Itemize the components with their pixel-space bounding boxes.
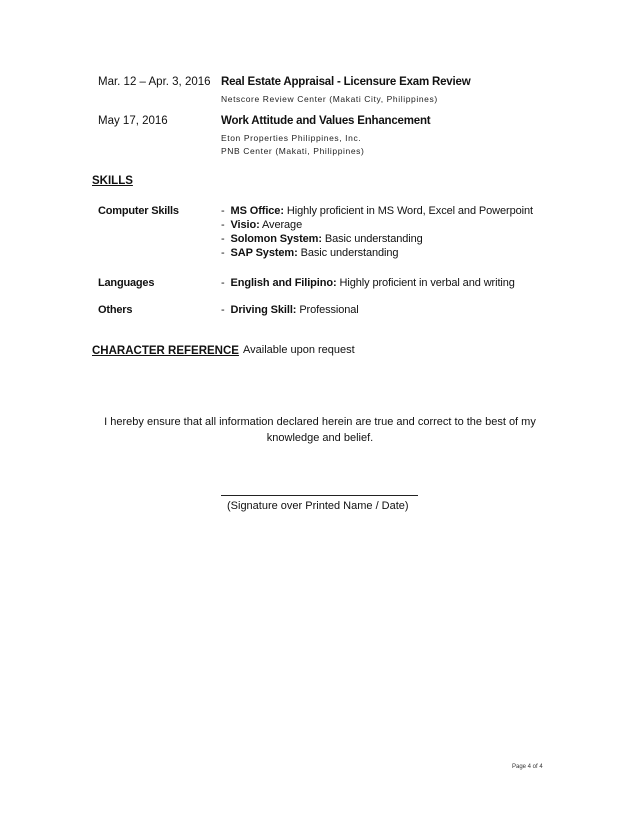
skill-group-label-others: Others: [98, 304, 133, 316]
page-number: Page 4 of 4: [512, 764, 543, 770]
skill-name: MS Office:: [230, 205, 284, 217]
skill-item-solomon: [221, 233, 423, 245]
training-2-venue-2: PNB Center (Makati, Philippines): [221, 146, 365, 156]
skill-group-label-languages: Languages: [98, 277, 155, 289]
skill-desc: Basic understanding: [300, 247, 399, 259]
training-2-venue-1: Eton Properties Philippines, Inc.: [221, 133, 362, 143]
skill-name: Driving Skill:: [230, 304, 297, 316]
skill-desc: Highly proficient in MS Word, Excel and Powerpoint: [286, 205, 533, 217]
declaration-text: I hereby ensure that all information declared herein are true and correct to the best of my knowledge and belief.: [104, 416, 536, 444]
skill-group-label-computer: Computer Skills: [98, 205, 179, 217]
skill-item-ms-office: [221, 205, 533, 217]
training-1-venue: Netscore Review Center (Makati City, Philippines): [221, 94, 438, 104]
skill-dash: -: [221, 219, 225, 231]
training-1-title: Real Estate Appraisal - Licensure Exam Review: [221, 76, 471, 88]
skill-name: Visio:: [230, 219, 260, 231]
skill-dash: -: [221, 304, 225, 316]
training-2-title: Work Attitude and Values Enhancement: [221, 115, 431, 127]
skill-name: English and Filipino:: [230, 277, 337, 289]
signature-line: [221, 495, 418, 496]
skill-item-visio: [221, 219, 302, 231]
skill-item-driving: [221, 304, 359, 316]
skill-name: Solomon System:: [230, 233, 322, 245]
skill-desc: Professional: [299, 304, 359, 316]
skill-desc: Basic understanding: [324, 233, 423, 245]
skill-dash: -: [221, 277, 225, 289]
character-reference-heading: CHARACTER REFERENCE: [92, 345, 239, 357]
character-reference-text: Available upon request: [243, 344, 355, 356]
skill-dash: -: [221, 205, 225, 217]
skill-dash: -: [221, 247, 225, 259]
skill-name: SAP System:: [230, 247, 298, 259]
skill-desc: Highly proficient in verbal and writing: [339, 277, 515, 289]
skill-desc: Average: [262, 219, 303, 231]
signature-caption: (Signature over Printed Name / Date): [227, 500, 409, 512]
training-1-date: Mar. 12 – Apr. 3, 2016: [98, 76, 211, 88]
skill-item-sap: [221, 247, 398, 259]
skills-heading: SKILLS: [92, 175, 133, 187]
skill-item-languages: [221, 277, 515, 289]
training-2-date: May 17, 2016: [98, 115, 168, 127]
skill-dash: -: [221, 233, 225, 245]
